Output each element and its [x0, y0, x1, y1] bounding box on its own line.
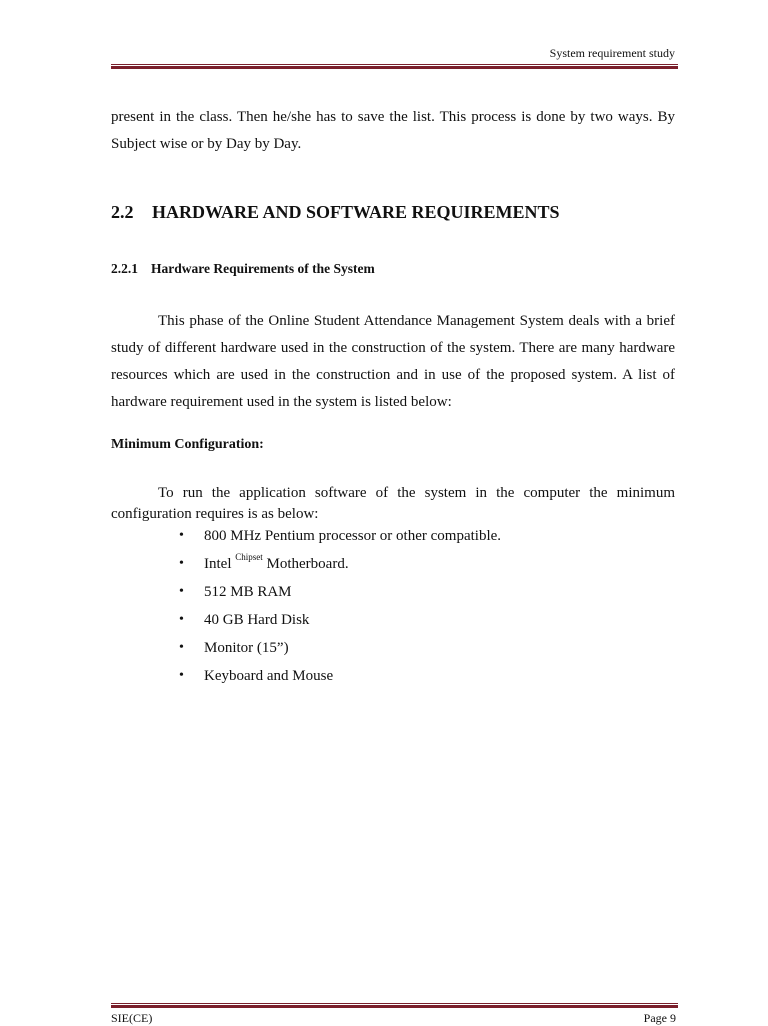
list-item: • Intel $^{Chipset}$ Motherboard.: [204, 552, 501, 580]
list-item: • 512 MB RAM: [204, 580, 501, 608]
section-title: HARDWARE AND SOFTWARE REQUIREMENTS: [152, 202, 560, 222]
bullet-icon: •: [179, 556, 184, 571]
page-number: Page 9: [643, 1011, 676, 1025]
section-heading: [111, 202, 560, 223]
run-paragraph: To run the application software of the system in the computer the minimum configuration requires is as below:: [111, 485, 675, 522]
bullet-icon: •: [179, 584, 184, 599]
subsection-title: Hardware Requirements of the System: [151, 261, 375, 276]
requirements-list: [179, 524, 502, 692]
header-rule: [111, 64, 678, 69]
list-item: • 800 MHz Pentium processor or other compatible.: [204, 524, 501, 552]
min-config-heading: Minimum Configuration:: [111, 437, 264, 452]
intro-paragraph: This phase of the Online Student Attendance Management System deals with a brief study of different hardware used in the construction of the system. There are many hardware resources which are used in the construction and in use of the proposed system. A list of hardware requirement used in the system is listed below:: [111, 313, 675, 410]
bullet-icon: •: [179, 612, 184, 627]
footer-left: SIE(CE): [111, 1011, 153, 1025]
continuation-paragraph: present in the class. Then he/she has to save the list. This process is done by two ways. By Subject wise or by Day by Day.: [111, 109, 675, 152]
list-item: • Keyboard and Mouse: [204, 664, 501, 692]
running-header: System requirement study: [549, 46, 675, 60]
section-number: 2.2: [111, 202, 134, 222]
list-item: • Monitor (15”): [204, 636, 501, 664]
bullet-icon: •: [179, 528, 184, 543]
bullet-icon: •: [179, 668, 184, 683]
subsection-number: 2.2.1: [111, 261, 138, 276]
bullet-icon: •: [179, 640, 184, 655]
superscript-label: Chipset: [235, 552, 263, 562]
list-item: • 40 GB Hard Disk: [204, 608, 501, 636]
subsection-heading: [111, 261, 375, 277]
footer-rule: [111, 1003, 678, 1008]
